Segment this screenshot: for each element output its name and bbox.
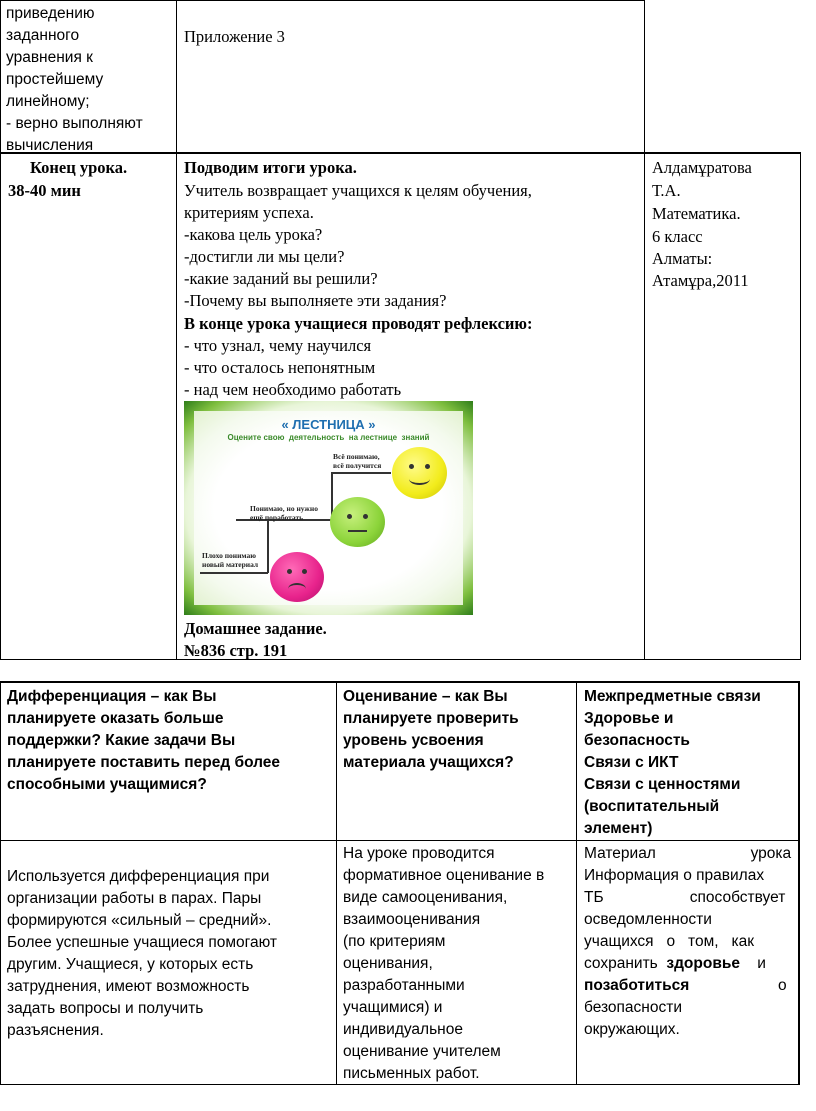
summary-line: Учитель возвращает учащихся к целям обучения, — [184, 181, 532, 200]
summary-line: -какие заданий вы решили? — [184, 269, 378, 288]
health-keyword: здоровье — [666, 955, 740, 972]
cell3-line: Материал урока — [584, 845, 792, 862]
appendix-label: Приложение 3 — [184, 27, 285, 46]
mouth — [348, 530, 367, 532]
resource-line: Алдамұратова — [652, 158, 752, 177]
top-table-bottom-border — [0, 659, 801, 660]
resource-line: Математика. — [652, 204, 741, 223]
criteria-text: приведению заданного уравнения к простейшему линейному; - верно выполняют вычисления — [6, 5, 143, 154]
resource-line: Алматы: — [652, 249, 713, 268]
assessment-cell: На уроке проводится формативное оценивание в виде самооценивания, взаимооценивания (по критериям оценивания, разработанными учащимися) и индивидуальное оценивание учителем письменных работ. — [343, 845, 545, 1082]
reflection-item: - над чем необходимо работать — [184, 380, 402, 399]
mouth — [288, 583, 306, 595]
step-label-high: Всё понимаю, всё получится — [333, 452, 382, 470]
lesson-end-title: Конец урока. — [30, 158, 128, 177]
homework-label: Домашнее задание. — [184, 619, 327, 638]
bottom-table-col-divider-1 — [336, 681, 337, 1085]
resource-line: Атамұра,2011 — [652, 271, 749, 290]
happy-face-icon — [392, 447, 447, 499]
neutral-face-icon — [330, 497, 385, 547]
summary-line: -какова цель урока? — [184, 225, 323, 244]
eye — [409, 464, 414, 469]
bottom-table-row-divider — [0, 840, 800, 841]
cell3-text: безопасности окружающих. — [584, 999, 682, 1038]
eye — [287, 569, 292, 574]
top-table-left-border — [0, 0, 1, 660]
bottom-table-col-divider-2 — [576, 681, 577, 1085]
eye — [363, 514, 368, 519]
eye — [302, 569, 307, 574]
homework-value: №836 стр. 191 — [184, 641, 288, 660]
cell3-line: учащихся о том, как — [584, 933, 754, 950]
ladder-title: « ЛЕСТНИЦА » — [281, 417, 376, 432]
summary-line: -достигли ли мы цели? — [184, 247, 345, 266]
eye — [347, 514, 352, 519]
lesson-end-time: 38-40 мин — [8, 181, 81, 200]
assessment-header: Оценивание – как Вы планируете проверить уровень усвоения материала учащихся? — [343, 688, 519, 771]
mouth — [409, 473, 430, 485]
eye — [425, 464, 430, 469]
differentiation-cell: Используется дифференциация при организации работы в парах. Пары формируются «сильный – средний». Более успешные учащиеся помогают другим. Учащиеся, у которых есть затруднения, имеют возможность задать вопросы и получить разъяснения. — [7, 868, 277, 1039]
ladder-step-high — [331, 472, 391, 474]
top-table-col-divider-1 — [176, 0, 177, 660]
resource-line: Т.А. — [652, 181, 681, 200]
reflection-item: - что узнал, чему научился — [184, 336, 372, 355]
cell3-text: сохранить — [584, 955, 667, 972]
bottom-table-left-border — [0, 681, 1, 1085]
cross-curricular-header: Межпредметные связи Здоровье и безопасность Связи с ИКТ Связи с ценностями (воспитательный элемент) — [584, 688, 761, 837]
cell3-line — [584, 953, 766, 975]
summary-line: критериям успеха. — [184, 203, 314, 222]
top-table-top-border — [0, 0, 644, 1]
resource-line: 6 класс — [652, 227, 703, 246]
summary-heading: Подводим итоги урока. — [184, 158, 357, 177]
cell3-text: и — [740, 955, 766, 972]
cell3-line: ТБ способствует — [584, 889, 786, 906]
ladder-step-low — [200, 572, 268, 574]
ladder-riser-1 — [267, 519, 269, 573]
top-table-right-border — [800, 152, 801, 660]
bottom-table-top-border — [0, 681, 800, 683]
care-keyword: позаботиться — [584, 977, 690, 994]
reflection-heading: В конце урока учащиеся проводят рефлексию: — [184, 314, 533, 333]
cell3-line: осведомленности — [584, 911, 712, 928]
differentiation-header: Дифференциация – как Вы планируете оказать больше поддержки? Какие задачи Вы планируете поставить перед более способными учащимися? — [7, 688, 281, 793]
ladder-subtitle: Оцените свою деятельность на лестнице знаний — [227, 433, 430, 442]
summary-line: -Почему вы выполняете эти задания? — [184, 291, 447, 310]
sad-face-icon — [270, 552, 324, 602]
step-label-low: Плохо понимаю новый материал — [202, 551, 259, 569]
step-label-mid: Понимаю, но нужно ещё поработать — [250, 504, 318, 522]
ladder-image — [184, 401, 473, 615]
reflection-item: - что осталось непонятным — [184, 358, 376, 377]
cell3-line: Информация о правилах — [584, 867, 765, 884]
cell3-text: о — [778, 977, 787, 994]
top-table-col-divider-2 — [644, 0, 645, 660]
bottom-table-right-border — [798, 681, 800, 1085]
